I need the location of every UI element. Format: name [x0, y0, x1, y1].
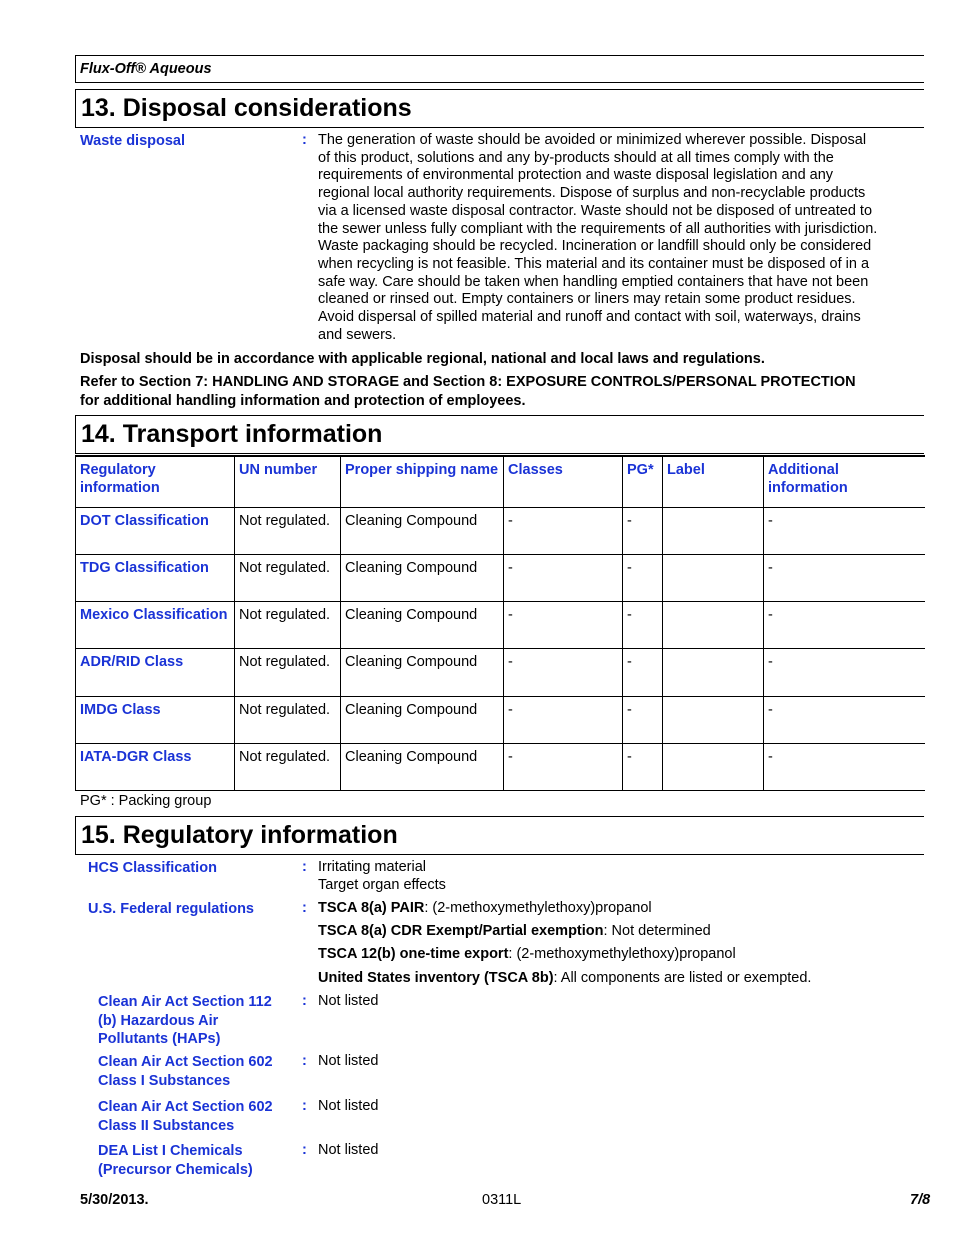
us-federal-label: U.S. Federal regulations — [88, 901, 254, 917]
classes-cell: - — [504, 696, 623, 743]
label-cell — [663, 554, 764, 601]
additional-cell: - — [764, 649, 925, 696]
row-label: TDG Classification — [76, 554, 235, 601]
table-row — [76, 507, 925, 554]
transport-table — [75, 455, 925, 791]
colon: : — [302, 1098, 307, 1114]
col-header: PG* — [623, 456, 663, 507]
shipping-name-cell: Cleaning Compound — [341, 743, 504, 790]
un-number-cell: Not regulated. — [235, 696, 341, 743]
colon: : — [302, 859, 307, 875]
dea-list-value: Not listed — [318, 1142, 379, 1158]
table-row — [76, 743, 925, 790]
shipping-name-cell: Cleaning Compound — [341, 602, 504, 649]
col-header: Label — [663, 456, 764, 507]
pg-cell: - — [623, 554, 663, 601]
col-header: Classes — [504, 456, 623, 507]
clean-air-act-602-class1-value: Not listed — [318, 1053, 379, 1069]
col-header: Additional information — [764, 456, 925, 507]
additional-cell: - — [764, 696, 925, 743]
colon: : — [302, 1053, 307, 1069]
label-cell — [663, 743, 764, 790]
classes-cell: - — [504, 554, 623, 601]
pg-cell: - — [623, 649, 663, 696]
footer-code: 0311L — [482, 1192, 522, 1208]
section-13-title: 13. Disposal considerations — [75, 89, 924, 128]
waste-disposal-text: The generation of waste should be avoided or minimized wherever possible. Disposal of this product, solutions and any by-products should at all times comply with the requirements of environmental protection and waste disposal legislation and any regional local authority requirements. Dispose of surplus and non-recyclable products via a licensed waste disposal contractor. Waste should not be disposed of untreated to the sewer unless fully compliant with the requirements of all authorities with jurisdiction. Waste packaging should be recycled. Incineration or landfill should only be considered when recycling is not feasible. This material and its container must be disposed of in a safe way. Care should be taken when handling emptied containers that have not been cleaned or rinsed out. Empty containers or liners may retain some product residues. Avoid dispersal of spilled material and runoff and contact with soil, waterways, drains and sewers. — [318, 132, 878, 343]
waste-disposal-label: Waste disposal — [80, 133, 186, 149]
hcs-classification-value: Irritating material Target organ effects — [318, 859, 446, 893]
table-row — [76, 649, 925, 696]
shipping-name-cell: Cleaning Compound — [341, 554, 504, 601]
label-cell — [663, 696, 764, 743]
col-header: Proper shipping name — [341, 456, 504, 507]
federal-item-tsca-12b: TSCA 12(b) one-time export: (2-methoxymethylethoxy)propanol — [318, 946, 736, 962]
additional-cell: - — [764, 507, 925, 554]
un-number-cell: Not regulated. — [235, 649, 341, 696]
shipping-name-cell: Cleaning Compound — [341, 507, 504, 554]
row-label: DOT Classification — [76, 507, 235, 554]
clean-air-act-602-class1-label: Clean Air Act Section 602 Class I Substances — [98, 1054, 273, 1089]
label-cell — [663, 507, 764, 554]
colon: : — [302, 132, 307, 148]
additional-cell: - — [764, 743, 925, 790]
table-header-row — [76, 456, 925, 507]
colon: : — [302, 900, 307, 916]
pg-cell: - — [623, 602, 663, 649]
shipping-name-cell: Cleaning Compound — [341, 649, 504, 696]
packing-group-footnote: PG* : Packing group — [80, 793, 212, 809]
classes-cell: - — [504, 507, 623, 554]
pg-cell: - — [623, 743, 663, 790]
row-label: IATA-DGR Class — [76, 743, 235, 790]
clean-air-act-602-class2-label: Clean Air Act Section 602 Class II Substances — [98, 1099, 273, 1134]
classes-cell: - — [504, 649, 623, 696]
clean-air-act-112-label: Clean Air Act Section 112 (b) Hazardous Air Pollutants (HAPs) — [98, 994, 272, 1047]
clean-air-act-602-class2-value: Not listed — [318, 1098, 379, 1114]
un-number-cell: Not regulated. — [235, 507, 341, 554]
footer-page-number: 7/8 — [910, 1192, 931, 1208]
pg-cell: - — [623, 507, 663, 554]
table-row — [76, 696, 925, 743]
hcs-classification-label: HCS Classification — [88, 860, 217, 876]
refer-note: Refer to Section 7: HANDLING AND STORAGE and Section 8: EXPOSURE CONTROLS/PERSONAL PROTECTION for additional handling information and protection of employees. — [80, 374, 856, 409]
un-number-cell: Not regulated. — [235, 554, 341, 601]
federal-item-tsca-cdr: TSCA 8(a) CDR Exempt/Partial exemption: Not determined — [318, 923, 711, 939]
clean-air-act-112-value: Not listed — [318, 993, 379, 1009]
federal-item-tsca-pair: TSCA 8(a) PAIR: (2-methoxymethylethoxy)propanol — [318, 900, 652, 916]
table-row — [76, 554, 925, 601]
row-label: IMDG Class — [76, 696, 235, 743]
classes-cell: - — [504, 602, 623, 649]
disposal-note: Disposal should be in accordance with applicable regional, national and local laws and regulations. — [80, 351, 765, 367]
colon: : — [302, 993, 307, 1009]
section-14-title: 14. Transport information — [75, 415, 924, 454]
section-15-title: 15. Regulatory information — [75, 816, 924, 855]
product-header — [75, 55, 924, 83]
additional-cell: - — [764, 554, 925, 601]
classes-cell: - — [504, 743, 623, 790]
row-label: Mexico Classification — [76, 602, 235, 649]
pg-cell: - — [623, 696, 663, 743]
shipping-name-cell: Cleaning Compound — [341, 696, 504, 743]
additional-cell: - — [764, 602, 925, 649]
col-header: Regulatory information — [76, 456, 235, 507]
label-cell — [663, 602, 764, 649]
footer-date: 5/30/2013. — [80, 1192, 149, 1208]
product-name: Flux-Off® Aqueous — [80, 61, 212, 77]
dea-list-label: DEA List I Chemicals (Precursor Chemicals) — [98, 1143, 253, 1178]
un-number-cell: Not regulated. — [235, 602, 341, 649]
federal-item-tsca-8b: United States inventory (TSCA 8b): All components are listed or exempted. — [318, 970, 812, 986]
col-header: UN number — [235, 456, 341, 507]
row-label: ADR/RID Class — [76, 649, 235, 696]
un-number-cell: Not regulated. — [235, 743, 341, 790]
colon: : — [302, 1142, 307, 1158]
table-row — [76, 602, 925, 649]
label-cell — [663, 649, 764, 696]
